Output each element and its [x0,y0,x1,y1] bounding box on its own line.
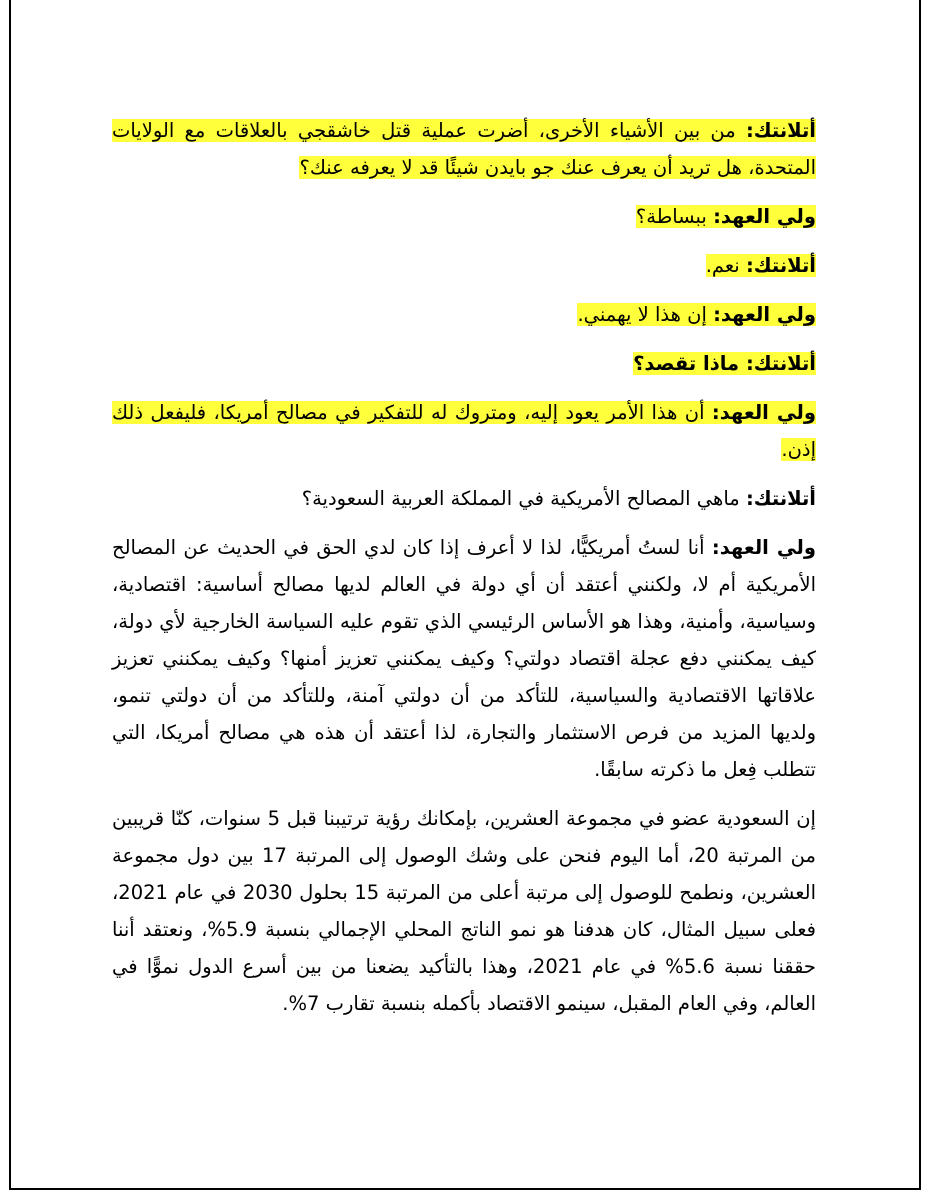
paragraph-2 [112,198,816,235]
speaker-label: ولي العهد: [713,303,816,326]
paragraph-7 [112,480,816,517]
speaker-label: ولي العهد: [713,205,816,228]
highlighted-text [577,303,816,326]
paragraph-text: أن هذا الأمر يعود إليه، ومتروك له للتفكير في مصالح أمريكا، فليفعل ذلك إذن. [112,401,816,461]
highlighted-text [112,401,816,461]
paragraph-6 [112,394,816,468]
document-body [112,112,816,1034]
speaker-label: ولي العهد: [711,536,816,559]
paragraph-text: ماهي المصالح الأمريكية في المملكة العربية السعودية؟ [301,487,740,510]
paragraph-text: نعم. [705,254,740,277]
paragraph-text: أنا لستُ أمريكيًّا، لذا لا أعرف إذا كان لدي الحق في الحديث عن المصالح الأمريكية أم لا، ولكنني أعتقد أن أي دولة في العالم لديها مصالح أساسية: اقتصادية، وسياسية، وأمنية، وهذا هو الأساس الرئيسي الذي تقوم عليه السياسة الخارجية لأي دولة، كيف يمكنني دفع عجلة اقتصاد دولتي؟ وكيف يمكنني تعزيز أمنها؟ وكيف يمكنني تعزيز علاقاتها الاقتصادية والسياسية، للتأكد من أن دولتي آمنة، وللتأكد من أن دولتي تنمو، ولديها المزيد من فرص الاستثمار والتجارة، لذا أعتقد أن هذه هي مصالح أمريكا، التي تتطلب فِعل ما ذكرته سابقًا. [112,536,816,781]
paragraph-5 [112,345,816,382]
highlighted-text [633,352,816,375]
speaker-label: أتلانتك: [745,119,816,142]
speaker-label: ولي العهد: [711,401,816,424]
paragraph-3 [112,247,816,284]
speaker-label: أتلانتك: [745,352,816,375]
paragraph-text: إن السعودية عضو في مجموعة العشرين، بإمكانك رؤية ترتيبنا قبل 5 سنوات، كنّا قريبين من المرتبة 20، أما اليوم فنحن على وشك الوصول إلى المرتبة 17 بين دول مجموعة العشرين، ونطمح للوصول إلى مرتبة أعلى من المرتبة 15 بحلول 2030 في عام 2021، فعلى سبيل المثال، كان هدفنا هو نمو الناتج المحلي الإجمالي بنسبة 5.9%، ونعتقد أننا حققنا نسبة 5.6% في عام 2021، وهذا بالتأكيد يضعنا من بين أسرع الدول نموًّا في العالم، وفي العام المقبل، سينمو الاقتصاد بأكمله بنسبة تقارب 7%. [112,807,817,1015]
highlighted-text [112,119,816,179]
paragraph-4 [112,296,816,333]
paragraph-text: من بين الأشياء الأخرى، أضرت عملية قتل خاشقجي بالعلاقات مع الولايات المتحدة، هل تريد أن يعرف عنك جو بايدن شيئًا قد لا يعرفه عنك؟ [112,119,816,179]
paragraph-8 [112,529,816,788]
highlighted-text [706,254,816,277]
speaker-label: أتلانتك: [745,487,816,510]
speaker-label: أتلانتك: [745,254,816,277]
paragraph-text: ماذا تقصد؟ [633,352,740,375]
paragraph-9 [112,800,816,1022]
paragraph-text: ببساطة؟ [635,205,707,228]
paragraph-text: إن هذا لا يهمني. [577,303,707,326]
paragraph-1 [112,112,816,186]
highlighted-text [636,205,816,228]
